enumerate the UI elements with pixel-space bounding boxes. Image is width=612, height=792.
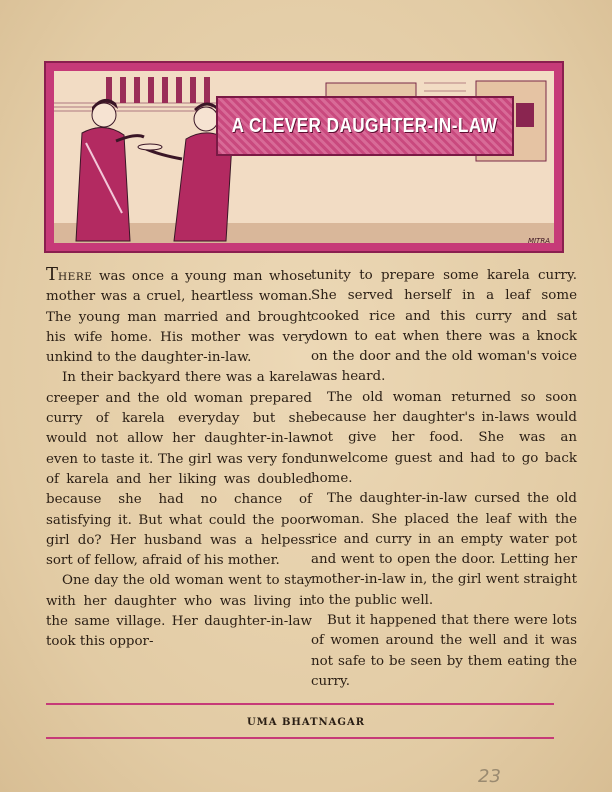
paragraph: One day the old woman went to stay with her daughter who was living in the same village. Her daughter-in-law took this oppor- [46, 573, 312, 650]
story-title: A CLEVER DAUGHTER-IN-LAW [232, 114, 498, 137]
paragraph [46, 266, 312, 368]
title-banner [44, 61, 564, 253]
paragraph: In their backyard there was a karela creeper and the old woman prepared curry of karela everyday but she would not allow her daughter-in-law even to taste it. The girl was very fond of karela and her liking was doubled because she had no chance of satisfying it. But what could the poor girl do? Her husband was a helpess sort of fellow, afraid of his mother. [46, 370, 312, 569]
paragraph: The old woman returned so soon because her daughter's in-laws would not give her food. She was an unwelcome guest and had to go back home. [311, 389, 577, 486]
text-column-right [311, 266, 577, 692]
opening-word: HERE [58, 271, 93, 283]
drop-cap: T [46, 264, 59, 285]
illustrator-signature: MITRA [527, 237, 550, 245]
text-column-left [46, 266, 312, 653]
story-title-band [216, 96, 514, 156]
divider-bottom [46, 737, 554, 739]
author-name: UMA BHATNAGAR [246, 717, 366, 728]
paragraph: tunity to prepare some karela curry. She served herself in a leaf some cooked rice and this curry and sat down to eat when there was a knock on the door and the old woman's voice was heard. [311, 268, 577, 385]
two-women-illustration-icon [46, 63, 562, 251]
divider-top [46, 703, 554, 705]
paragraph-text: was once a young man whose mother was a cruel, heartless woman. The young man married and brought his wife home. His mother was very unkind to the daughter-in-law. [46, 269, 312, 366]
page-number: 23 [478, 766, 501, 787]
paragraph: But it happened that there were lots of women around the well and it was not safe to be seen by them eating the curry. [311, 613, 577, 689]
paragraph: The daughter-in-law cursed the old woman. She placed the leaf with the rice and curry in an empty water pot and went to open the door. Letting her mother-in-law in, the girl went straight to the public well. [311, 491, 577, 608]
